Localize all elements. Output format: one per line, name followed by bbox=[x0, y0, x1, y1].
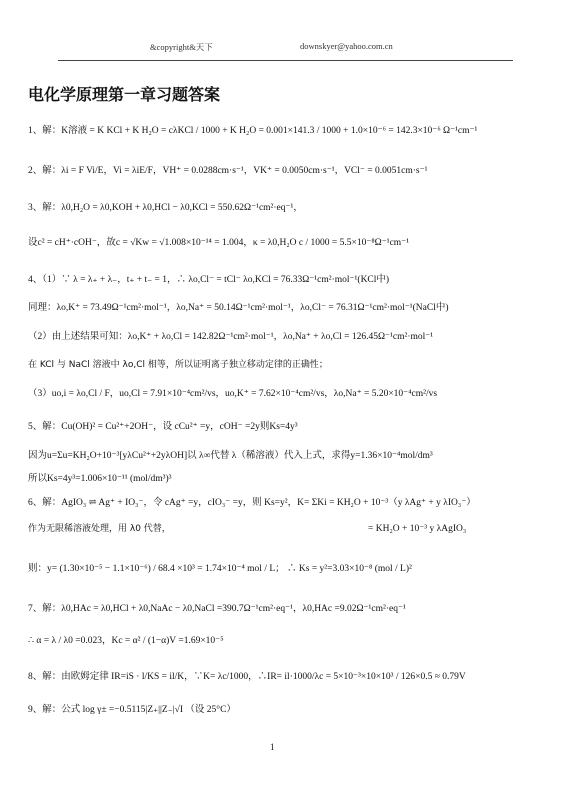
answer-4-conclusion: 在 KCl 与 NaCl 溶液中 λo,Cl 相等，所以证明离子独立移动定律的正确性； bbox=[28, 360, 328, 370]
answer-9: 9、解：公式 log γ± =−0.5115|Z₊||Z₋|√I （设 25°C） bbox=[28, 705, 236, 715]
answer-2: 2、解：λi = F Vi/E，Vi = λiE/F，VH⁺ = 0.0288cm·s⁻¹，VK⁺ = 0.0050cm·s⁻¹，VCl⁻ = 0.0051cm·s⁻¹ bbox=[28, 166, 428, 176]
answer-4-part3: （3）uo,i = λo,Cl / F，uo,Cl = 7.91×10⁻⁴cm²/vs，uo,K⁺ = 7.62×10⁻⁴cm²/vs，λo,Na⁺ = 5.20×10⁻⁴cm²/vs bbox=[28, 389, 438, 399]
header-rule bbox=[58, 60, 513, 61]
answer-6: 6、解：AgIO₃ ⇌ Ag⁺ + IO₃⁻，令 cAg⁺ =y，cIO₃⁻ =y，则 Ks=y²，K= ΣKi = KH₂O + 10⁻³（y λAg⁺ + y λIO₃⁻） bbox=[28, 498, 476, 508]
answer-1: 1、解：K溶液 = K KCl + K H₂O = cλKCl / 1000 + K H₂O = 0.001×141.3 / 1000 + 1.0×10⁻⁶ = 142.3×10⁻⁶ Ω⁻¹cm⁻¹ bbox=[28, 126, 478, 136]
answer-5: 5、解：Cu(OH)² = Cu²⁺+2OH⁻，设 cCu²⁺ =y，cOH⁻ =2y则Ks=4y³ bbox=[28, 422, 298, 432]
answer-7-cont: ∴ α = λ / λ0 =0.023，Kc = α² / (1−α)V =1.69×10⁻⁵ bbox=[28, 636, 224, 646]
answer-8: 8、解：由欧姆定律 IR=iS · l/KS = il/K，∵K= λc/1000，∴IR= il·1000/λc = 5×10⁻³×10×10³ / 126×0.5 ≈ 0.79V bbox=[28, 672, 466, 682]
answer-6-result: 则：y= (1.30×10⁻⁵ − 1.1×10⁻⁶) / 68.4 ×10³ = 1.74×10⁻⁴ mol / L； ∴ Ks = y²=3.03×10⁻⁸ (mol / L)² bbox=[28, 564, 412, 574]
header-left: &copyright&天下 bbox=[150, 42, 213, 52]
header-right: downskyer@yahoo.com.cn bbox=[300, 41, 393, 51]
answer-7: 7、解：λ0,HAc = λ0,HCl + λ0,NaAc − λ0,NaCl =390.7Ω⁻¹cm²·eq⁻¹，λ0,HAc =9.02Ω⁻¹cm²·eq⁻¹ bbox=[28, 604, 406, 614]
page-number: 1 bbox=[270, 742, 275, 752]
answer-4-similar: 同理：λo,K⁺ = 73.49Ω⁻¹cm²·mol⁻¹，λo,Na⁺ = 50.14Ω⁻¹cm²·mol⁻¹，λo,Cl⁻ = 76.31Ω⁻¹cm²·mol⁻¹(NaCl中) bbox=[28, 303, 449, 313]
answer-6-note-right: = KH₂O + 10⁻³ y λAgIO₃ bbox=[368, 524, 467, 534]
answer-4-part1: 4、（1）∵ λ = λ₊ + λ₋，t₊ + t₋ = 1，∴ λo,Cl⁻ = tCl⁻ λo,KCl = 76.33Ω⁻¹cm²·mol⁻¹(KCl中) bbox=[28, 275, 390, 285]
answer-5-cont: 因为u=Σu=KH₂O+10⁻³[yλCu²⁺+2yλOH]以 λ∞代替 λ（稀溶液）代入上式，求得y=1.36×10⁻⁴mol/dm³ bbox=[28, 451, 433, 461]
answer-3: 3、解：λ0,H₂O = λ0,KOH + λ0,HCl − λ0,KCl = 550.62Ω⁻¹cm²·eq⁻¹， bbox=[28, 203, 303, 213]
document-title: 电化学原理第一章习题答案 bbox=[28, 85, 221, 104]
answer-3-cont: 设c² = cH⁺·cOH⁻，故c = √Kw = √1.008×10⁻¹⁴ = 1.004，κ = λ0,H₂O c / 1000 = 5.5×10⁻⁸Ω⁻¹cm⁻¹ bbox=[28, 238, 410, 248]
answer-6-note: 作为无限稀溶液处理，用 λ0 代替， bbox=[28, 524, 171, 534]
answer-4-part2: （2）由上述结果可知：λo,K⁺ + λo,Cl = 142.82Ω⁻¹cm²·mol⁻¹，λo,Na⁺ + λo,Cl = 126.45Ω⁻¹cm²·mol⁻¹ bbox=[28, 332, 434, 342]
answer-5-result: 所以Ks=4y³=1.006×10⁻¹¹ (mol/dm³)³ bbox=[28, 474, 172, 484]
